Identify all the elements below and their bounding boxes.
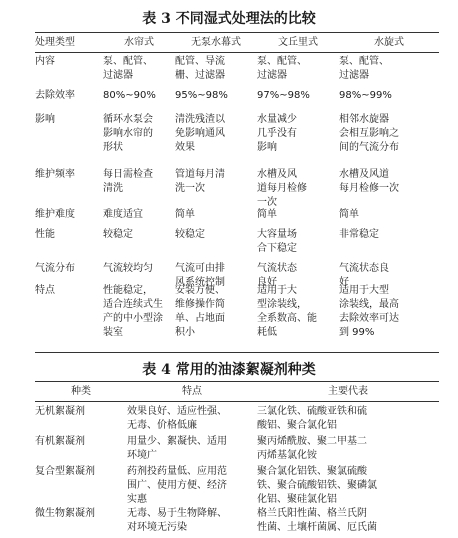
table4-rep-line: 聚丙烯酰胺、聚二甲基二 (257, 436, 367, 447)
table4-rep-line: 酸铝、聚合氯化铝 (257, 420, 337, 431)
table3-cell-line: 简单 (257, 209, 277, 220)
table3-cell-line: 好 (339, 277, 349, 288)
table3-cell-line: 积小 (175, 327, 195, 338)
table4-header-cell: 特点 (182, 386, 202, 397)
table3-cell-line: 非常稳定 (339, 229, 379, 240)
table3-cell-line: 95%~98% (175, 90, 228, 101)
table3-cell-line: 98%~99% (339, 90, 392, 101)
table4-rep-line: 铁、聚合硫酸铝铁、聚磷氯 (257, 480, 377, 491)
table3-cell-line: 型涂装线， (257, 299, 307, 310)
table3-row-label: 性能 (35, 229, 55, 240)
table3-cell-line: 单、占地面 (175, 313, 225, 324)
table3-cell-line: 循环水泵会 (103, 114, 153, 125)
table3-cell-line: 气流状态 (257, 263, 297, 274)
table3-cell-line: 气流状态良 (339, 263, 389, 274)
table4-top-rule (35, 381, 439, 382)
table3-cell-line: 性能稳定， (103, 285, 153, 296)
table3-cell-line: 难度适宜 (103, 209, 143, 220)
table4-feature-line: 对环境无污染 (127, 522, 187, 533)
table3-cell-line: 80%~90% (103, 90, 156, 101)
table3-header-cell: 水旋式 (374, 37, 404, 48)
table3-row-label: 内容 (35, 56, 55, 67)
table3-cell-line: 相邻水旋器 (339, 114, 389, 125)
table3-cell-line: 装室 (103, 327, 123, 338)
table3-cell-line: 较稳定 (175, 229, 205, 240)
table3-cell-line: 会相互影响之 (339, 128, 399, 139)
table3-cell-line: 简单 (339, 209, 359, 220)
table3-cell-line: 过滤器 (103, 70, 133, 81)
table3-cell-line: 涂装线，最高 (339, 299, 399, 310)
table3-cell-line: 每月检修一次 (339, 183, 399, 194)
table3-cell-line: 良好 (257, 277, 277, 288)
table3-cell-line: 道每月检修 (257, 183, 307, 194)
table3-cell-line: 一次 (257, 197, 277, 208)
table3-cell-line: 耗低 (257, 327, 277, 338)
table4-row-label: 有机絮凝剂 (35, 436, 85, 447)
table3-cell-line: 去除效率可达 (339, 313, 399, 324)
table4-rep-line: 性菌、土壤杆菌属、厄氏菌 (257, 522, 377, 533)
table4-feature-line: 实惠 (127, 494, 147, 505)
table3-cell-line: 泵、配管、 (103, 56, 153, 67)
table3-cell-line: 清洗残渣以 (175, 114, 225, 125)
table3-cell-line: 过滤器 (257, 70, 287, 81)
table3-cell-line: 清洗 (103, 183, 123, 194)
table3-cell-line: 泵、配管、 (339, 56, 389, 67)
comparison-table (35, 32, 439, 357)
table3-header-cell: 水帘式 (124, 37, 154, 48)
table4-rep-line: 聚合氯化铝铁、聚氯硫酸 (257, 466, 367, 477)
table3-cell-line: 水槽及风道 (339, 169, 389, 180)
table3-cell-line: 栅、过滤器 (175, 70, 225, 81)
table3-cell-line: 适用于大 (257, 285, 297, 296)
table3-cell-line: 风系统控制 (175, 277, 225, 288)
table4-row-label: 无机絮凝剂 (35, 406, 85, 417)
table3-cell-line: 形状 (103, 142, 123, 153)
table4-feature-line: 用量少、絮凝快、适用 (127, 436, 227, 447)
table3-row-label: 特点 (35, 285, 55, 296)
table3-cell-line: 洗一次 (175, 183, 205, 194)
table3-caption: 表 3 不同湿式处理法的比较 (142, 11, 316, 27)
table4-caption: 表 4 常用的油漆絮凝剂种类 (142, 362, 316, 378)
table4-rep-line: 化铝、聚硅氯化铝 (257, 494, 337, 505)
table3-cell-line: 气流可由排 (175, 263, 225, 274)
table3-cell-line: 影响水帘的 (103, 128, 153, 139)
table3-cell-line: 几乎没有 (257, 128, 297, 139)
table3-cell-line: 免影响通风 (175, 128, 225, 139)
table3-cell-line: 简单 (175, 209, 195, 220)
table3-bottom-rule (35, 352, 439, 353)
table4-header-rule (35, 401, 439, 402)
table3-header-cell: 无泵水幕式 (191, 37, 241, 48)
table3-row-label: 气流分布 (35, 263, 75, 274)
table4-rep-line: 格兰氏阳性菌、格兰氏阴 (257, 508, 367, 519)
table3-cell-line: 水槽及风 (257, 169, 297, 180)
table3-cell-line: 安装方便、 (175, 285, 225, 296)
table4-feature-line: 环境广 (127, 450, 157, 461)
table4-rep-line: 丙烯基氯化铵 (257, 450, 317, 461)
table3-header-cell: 处理类型 (35, 37, 75, 48)
table4-feature-line: 无毒、价格低廉 (127, 420, 197, 431)
table3-cell-line: 大容量场 (257, 229, 297, 240)
table3-cell-line: 管道每月清 (175, 169, 225, 180)
table3-cell-line: 维修操作简 (175, 299, 225, 310)
table3-row-label: 维护频率 (35, 169, 75, 180)
table3-cell-line: 合下稳定 (257, 243, 297, 254)
table3-cell-line: 过滤器 (339, 70, 369, 81)
table4-header-cell: 种类 (71, 386, 91, 397)
table3-top-rule (35, 32, 439, 33)
table3-cell-line: 间的气流分布 (339, 142, 399, 153)
table3-cell-line: 每日需检查 (103, 169, 153, 180)
table4-feature-line: 效果良好、适应性强、 (127, 406, 227, 417)
table3-cell-line: 适用于大型 (339, 285, 389, 296)
table3-cell-line: 水量减少 (257, 114, 297, 125)
table3-cell-line: 全系数高、能 (257, 313, 317, 324)
table3-cell-line: 适合连续式生 (103, 299, 163, 310)
table3-cell-line: 泵、配管、 (257, 56, 307, 67)
flocculant-table (35, 381, 439, 538)
table4-header-cell: 主要代表 (328, 386, 368, 397)
table3-cell-line: 配管、导流 (175, 56, 225, 67)
table3-cell-line: 到 99% (339, 327, 375, 338)
table3-row-label: 维护难度 (35, 209, 75, 220)
table4-rep-line: 三氯化铁、硫酸亚铁和硫 (257, 406, 367, 417)
table4-row-label: 微生物絮凝剂 (35, 508, 95, 519)
table4-feature-line: 无毒、易于生物降解、 (127, 508, 227, 519)
table3-cell-line: 影响 (257, 142, 277, 153)
table3-cell-line: 较稳定 (103, 229, 133, 240)
table4-feature-line: 药剂投药量低、应用范 (127, 466, 227, 477)
table3-cell-line: 效果 (175, 142, 195, 153)
table3-row-label: 影响 (35, 114, 55, 125)
table3-cell-line: 产的中小型涂 (103, 313, 163, 324)
table3-header-cell: 文丘里式 (278, 37, 318, 48)
table4-row-label: 复合型絮凝剂 (35, 466, 95, 477)
table4-feature-line: 围广、使用方便、经济 (127, 480, 227, 491)
table3-row-label: 去除效率 (35, 90, 75, 101)
table3-cell-line: 97%~98% (257, 90, 310, 101)
table3-cell-line: 气流较均匀 (103, 263, 153, 274)
table3-header-rule (35, 52, 439, 53)
